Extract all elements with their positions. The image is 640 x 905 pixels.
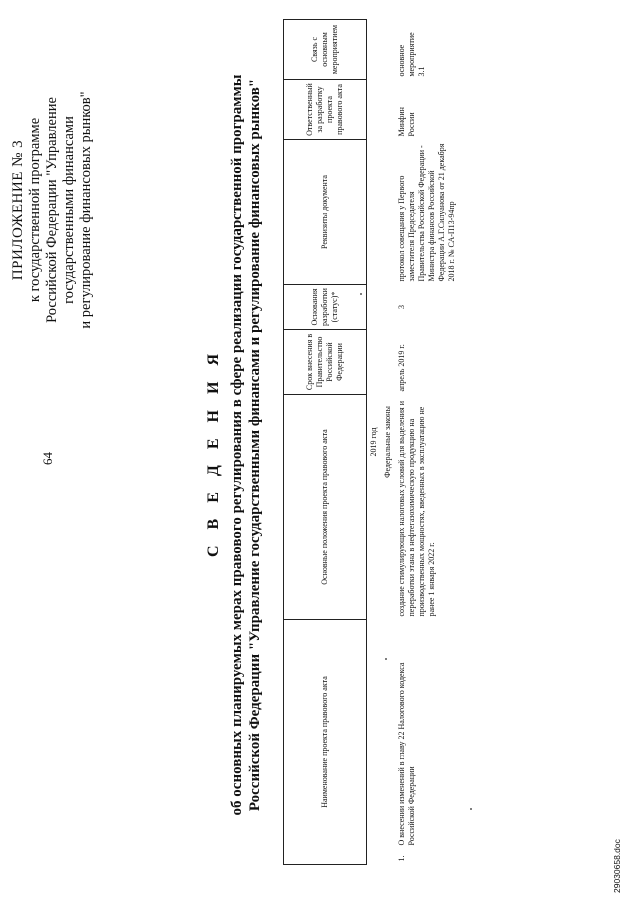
column-header-name: Наименование проекта правового акта (284, 620, 367, 865)
scan-speck (470, 808, 472, 810)
cell-document: протокол совещания у Первого заместителя Председателя Правительства Российской Федерации - Министра финансов Российской Федерации А.Г.Силуанова от 21 декабря 2018 г. № СА-П13-94пр (397, 143, 456, 282)
scan-speck (385, 658, 387, 660)
cell-basis: 3 (397, 305, 406, 309)
column-header-provisions: Основные положения проекта правового акта (284, 395, 367, 620)
document-subtitle-line-1: об основных планируемых мерах правового регулирования в сфере реализации государственной программы (229, 74, 245, 816)
section-row (381, 20, 395, 865)
cell-provisions: создание стимулирующих налоговых условий для выделения и переработки этана в нефтегазохимическую продукцию на производственных мощностях, введенных в эксплуатацию не ранее 1 января 2022 г. (397, 400, 436, 617)
document-subtitle-line-2: Российской Федерации "Управление государственными финансами и регулирование финансовых рынков" (247, 78, 263, 812)
year-row (367, 20, 382, 865)
column-header-deadline: Срок внесения в Правительство Российской Федерации (284, 330, 367, 395)
column-header-responsible: Ответственный за разработку проекта правового акта (284, 80, 367, 140)
appendix-line-4: и регулирование финансовых рынков" (78, 91, 94, 329)
cell-responsible: Минфин России (397, 107, 416, 137)
row-name-text: О внесении изменений в главу 22 Налогового кодекса Российской Федерации (397, 662, 416, 846)
table-header-row (284, 20, 367, 865)
document-title: С В Е Д Е Н И Я (205, 347, 222, 558)
appendix-line-1: к государственной программе (27, 117, 43, 303)
file-name: 29030658.doc (612, 839, 622, 893)
measures-table (283, 19, 459, 865)
scan-speck (360, 293, 362, 295)
appendix-title: ПРИЛОЖЕНИЕ № 3 (10, 139, 26, 281)
column-header-document: Реквизиты документа (284, 140, 367, 285)
column-header-basis: Основания разработки (статус)* (284, 285, 367, 330)
page-number: 64 (40, 452, 55, 465)
document-subtitle (228, 45, 264, 845)
row-number: 1. (397, 855, 406, 862)
cell-name (395, 620, 459, 865)
cell-deadline: апрель 2019 г. (397, 344, 406, 392)
year-label: 2019 год (369, 427, 378, 457)
appendix-line-3: государственными финансами (61, 116, 77, 304)
appendix-line-2: Российской Федерации "Управление (44, 97, 60, 323)
section-label: Федеральные законы (383, 406, 392, 478)
table-row (395, 20, 459, 865)
cell-link: основное мероприятие 3.1 (397, 32, 426, 77)
appendix-block (10, 40, 95, 380)
column-header-link: Связь с основным мероприятием (284, 20, 367, 80)
